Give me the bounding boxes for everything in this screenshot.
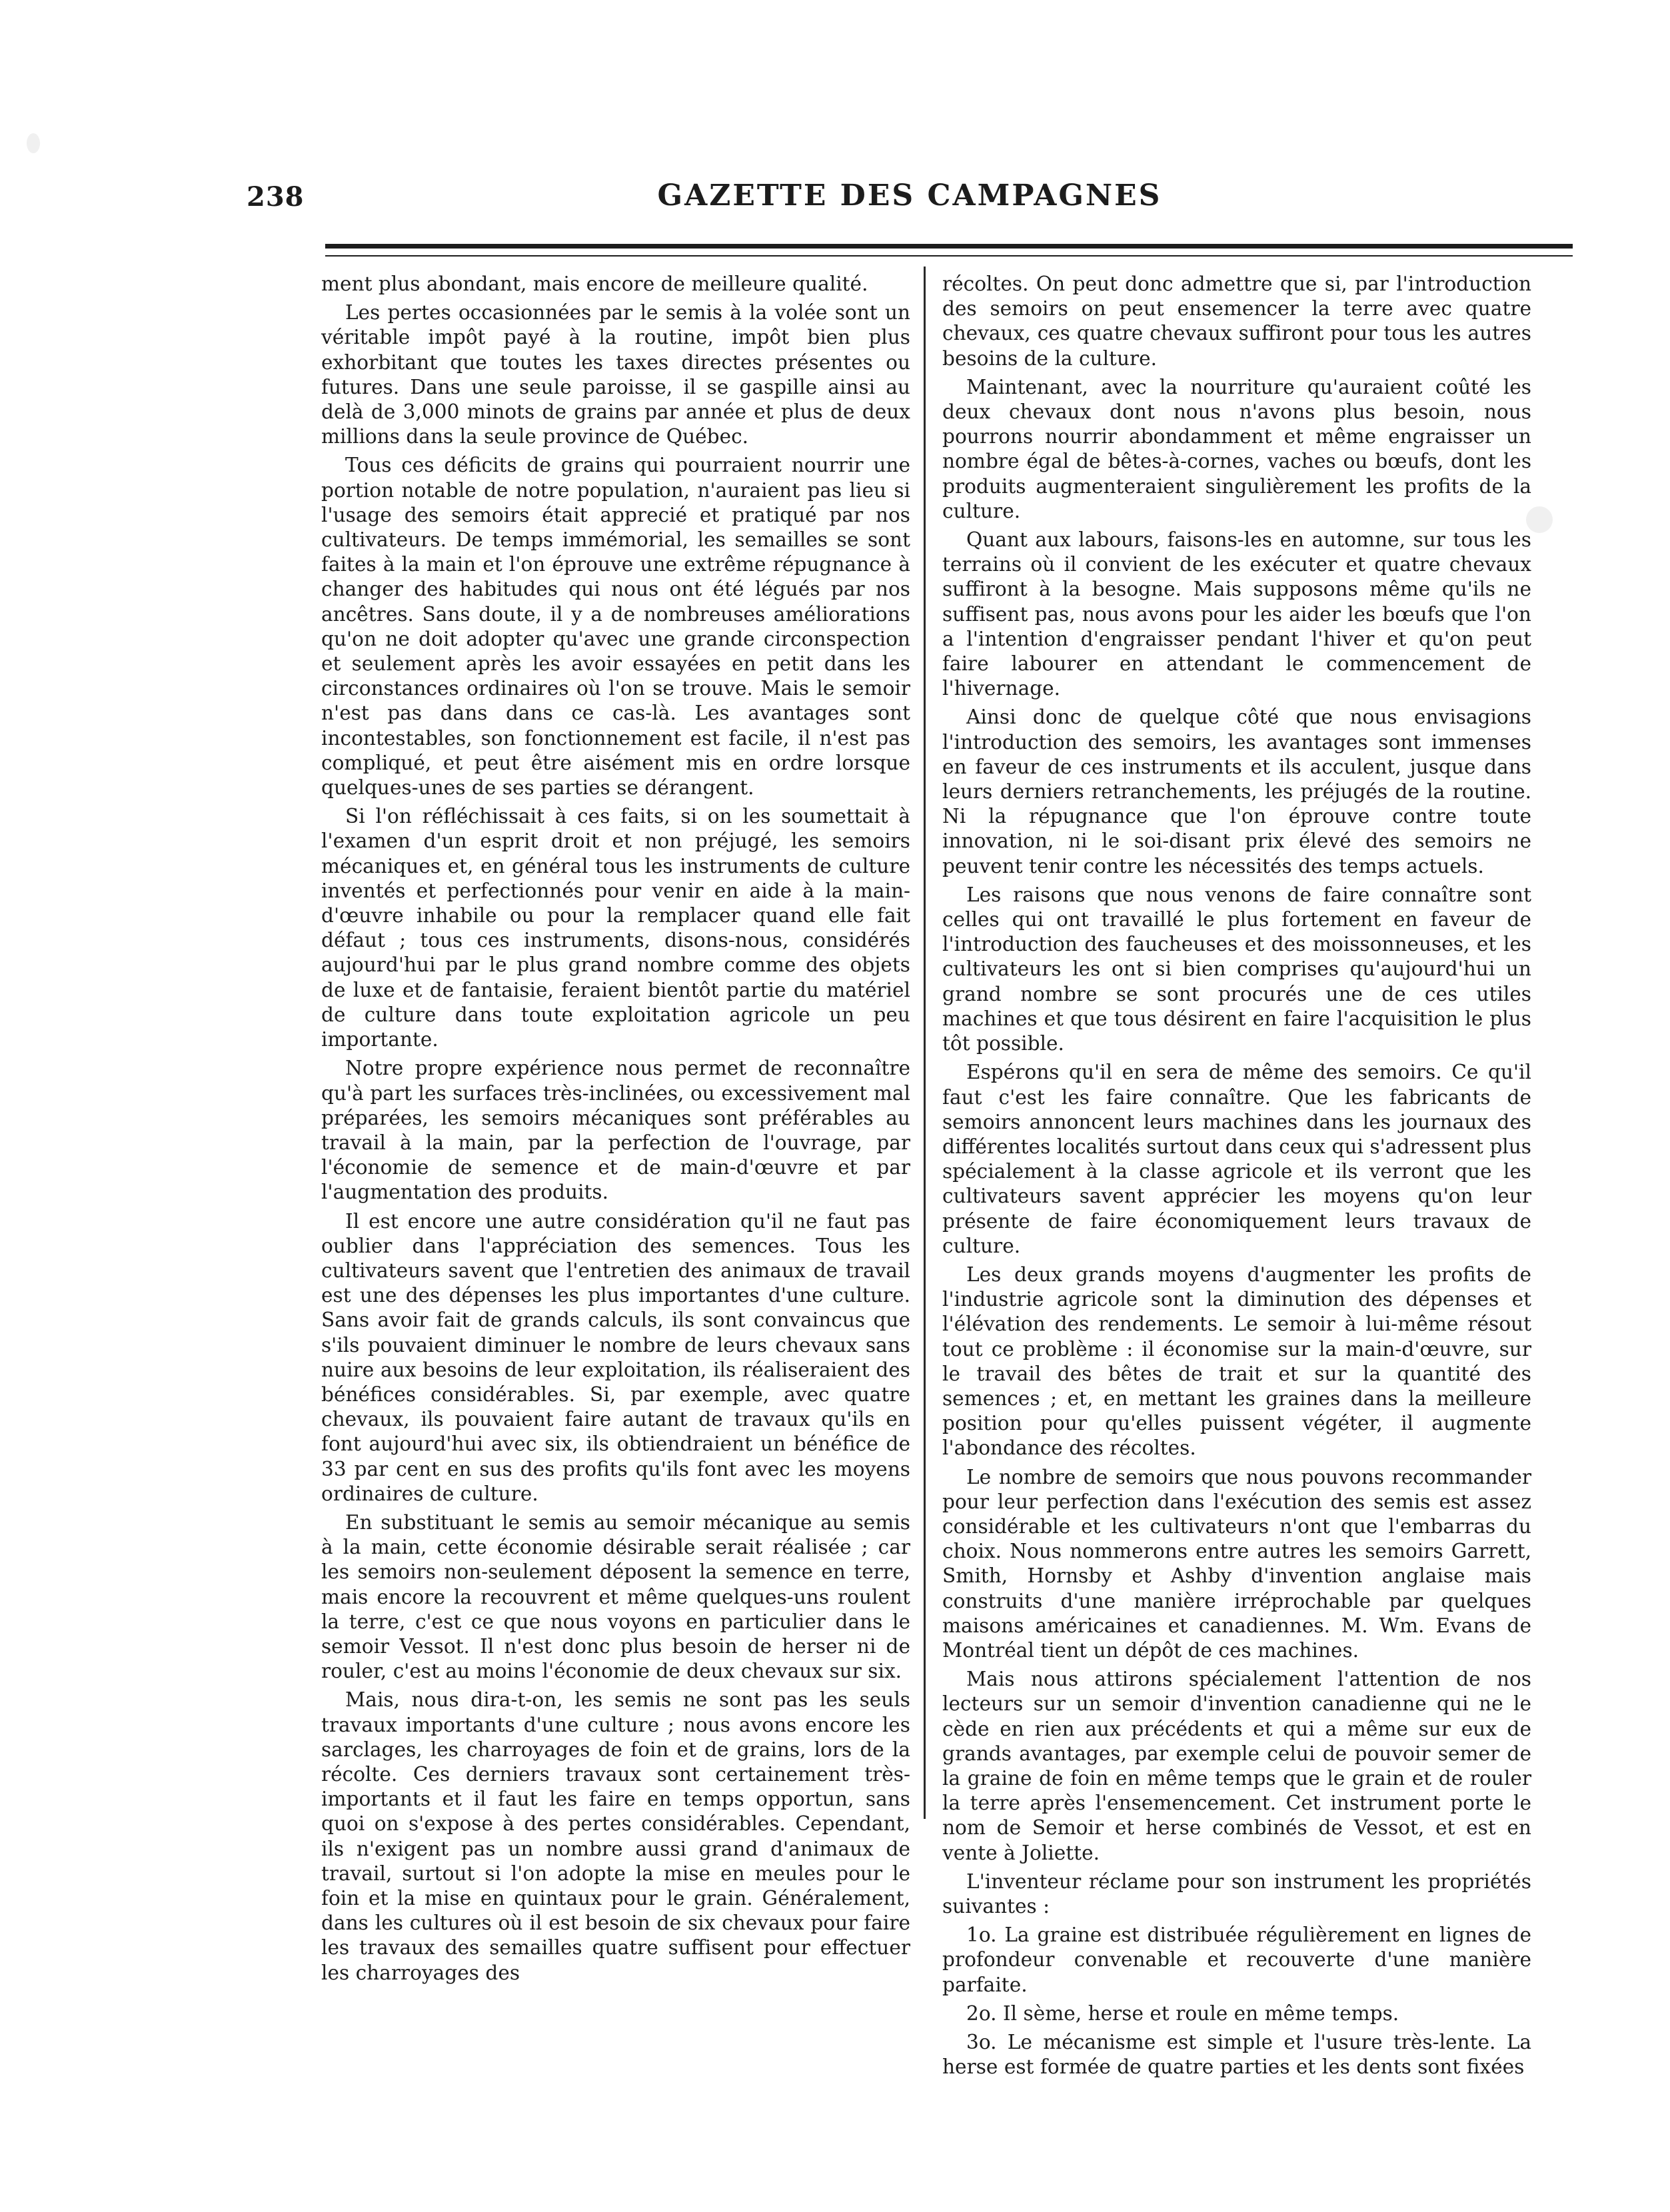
paragraph: récoltes. On peut donc admettre que si, par l'introduction des semoirs on peut ensemencer la terre avec quatre chevaux, ces quatre chevaux suffiront pour tous les autres besoins de la culture. bbox=[942, 273, 1531, 370]
paragraph: 2o. Il sème, herse et roule en même temps. bbox=[966, 2001, 1399, 2025]
page-header bbox=[247, 175, 1573, 228]
paragraph: Tous ces déficits de grains qui pourraient nourrir une portion notable de notre population, n'auraient pas lieu si l'usage des semoirs était apprecié et pratiqué par nos cultivateurs. De temps immémorial, les semailles se sont faites à la main et l'on éprouve une extrême répugnance à changer des habitudes qui nous ont été légués par nos ancêtres. Sans doute, il y a de nombreuses améliorations qu'on ne doit adopter qu'avec une grande circonspection et seulement après les avoir essayées en petit dans les circonstances ordinaires où l'on se trouve. Mais le semoir n'est pas dans dans ce cas-là. Les avantages sont incontestables, son fonctionnement est facile, il n'est pas compliqué, et peut être aisément mis en ordre lorsque quelques-unes de ses parties se dérangent. bbox=[321, 454, 910, 800]
paragraph: En substituant le semis au semoir mécanique au semis à la main, cette économie désirable serait réalisée ; car les semoirs non-seulement déposent la semence en terre, mais encore la recouvrent et même quelques-uns roulent la terre, c'est ce que nous voyons en particulier dans le semoir Vessot. Il n'est donc plus besoin de herser ni de rouler, c'est au moins l'économie de deux chevaux sur six. bbox=[321, 1510, 910, 1683]
paragraph: Mais nous attirons spécialement l'attention de nos lecteurs sur un semoir d'invention canadienne qui ne le cède en rien aux précédents et qui a même sur eux de grands avantages, par exemple celui de pouvoir semer de la graine de foin en même temps que le grain et de rouler la terre après l'ensemencement. Cet instrument porte le nom de Semoir et herse combinés de Vessot, et est en vente à Joliette. bbox=[942, 1668, 1531, 1864]
paragraph: Le nombre de semoirs que nous pouvons recommander pour leur perfection dans l'exécution des semis est assez considérable et les cultivateurs n'ont que l'embarras du choix. Nous nommerons entre autres les semoirs Garrett, Smith, Hornsby et Ashby d'invention anglaise mais construits d'une manière irréprochable par quelques maisons américaines et canadiennes. M. Wm. Evans de Montréal tient un dépôt de ces machines. bbox=[942, 1465, 1531, 1662]
paragraph: Les pertes occasionnées par le semis à la volée sont un véritable impôt payé à la routine, impôt bien plus exhorbitant que toutes les taxes directes présentes ou futures. Dans une seule paroisse, il se gaspille ainsi au delà de 3,000 minots de grains par année et plus de deux millions dans la seule province de Québec. bbox=[321, 301, 910, 448]
paragraph: L'inventeur réclame pour son instrument les propriétés suivantes : bbox=[942, 1870, 1531, 1918]
paragraph: 3o. Le mécanisme est simple et l'usure très-lente. La herse est formée de quatre parties et les dents sont fixées bbox=[942, 2031, 1531, 2079]
paragraph: Maintenant, avec la nourriture qu'auraient coûté les deux chevaux dont nous n'avons plus besoin, nous pourrons nourrir abondamment et même engraisser un nombre égal de bêtes-à-cornes, vaches ou bœufs, dont les produits augmenteraient singulièrement les profits de la culture. bbox=[942, 375, 1531, 522]
paper-stain bbox=[27, 133, 40, 153]
column-divider bbox=[924, 267, 926, 1819]
paragraph: Il est encore une autre considération qu'il ne faut pas oublier dans l'appréciation des semences. Tous les cultivateurs savent que l'entretien des animaux de travail est une des dépenses les plus importantes d'une culture. Sans avoir fait de grands calculs, ils sont convaincus que s'ils pouvaient diminuer le nombre de leurs chevaux sans nuire aux besoins de leur exploitation, ils réaliseraient des bénéfices considérables. Si, par exemple, avec quatre chevaux, ils pouvaient faire autant de travaux qu'ils en font aujourd'hui avec six, ils obtiendraient un bénéfice de 33 par cent en sus des profits qu'ils font avec les moyens ordinaires de culture. bbox=[321, 1209, 910, 1505]
header-rule-thick bbox=[325, 244, 1573, 249]
left-column bbox=[321, 272, 910, 1984]
paragraph: Quant aux labours, faisons-les en automne, sur tous les terrains où il convient de les exécuter et quatre chevaux suffiront à la besogne. Mais supposons même qu'ils ne suffisent pas, nous avons pour les aider les bœufs que l'on a l'intention d'engraisser pendant l'hiver et qu'on peut faire labourer en attendant le commencement de l'hivernage. bbox=[942, 528, 1531, 700]
page-number: 238 bbox=[247, 181, 305, 213]
paragraph: Ainsi donc de quelque côté que nous envisagions l'introduction des semoirs, les avantages sont immenses en faveur de ces instruments et ils acculent, jusque dans leurs derniers retranchements, les préjugés de la routine. Ni la répugnance que l'on éprouve contre toute innovation, ni le soi-disant prix élevé des semoirs ne peuvent tenir contre les nécessités des temps actuels. bbox=[942, 706, 1531, 877]
right-column bbox=[942, 272, 1531, 2079]
paragraph: ment plus abondant, mais encore de meilleure qualité. bbox=[321, 273, 868, 295]
paragraph: Les deux grands moyens d'augmenter les profits de l'industrie agricole sont la diminution des dépenses et l'élévation des rendements. Le semoir à lui-même résout tout ce problème : il économise sur la main-d'œuvre, sur le travail des bêtes de trait et sur la quantité des semences ; et, en mettant les graines dans la meilleure position pour qu'elles puissent végéter, il augmente l'abondance des récoltes. bbox=[942, 1263, 1531, 1460]
paragraph: Notre propre expérience nous permet de reconnaître qu'à part les surfaces très-inclinées, ou excessivement mal préparées, les semoirs mécaniques sont préférables au travail à la main, par la perfection de l'ouvrage, par l'économie de semence et de main-d'œuvre et par l'augmentation des produits. bbox=[321, 1057, 910, 1204]
paragraph: Si l'on réfléchissait à ces faits, si on les soumettait à l'examen d'un esprit droit et non préjugé, les semoirs mécaniques et, en général tous les instruments de culture inventés et perfectionnés pour venir en aide à la main-d'œuvre inhabile ou pour la remplacer quand elle fait défaut ; tous ces instruments, disons-nous, considérés aujourd'hui par le plus grand nombre comme des objets de luxe et de fantaisie, feraient bientôt partie du matériel de culture dans toute exploitation agricole un peu importante. bbox=[321, 805, 910, 1051]
paragraph: 1o. La graine est distribuée régulièrement en lignes de profondeur convenable et recouverte d'une manière parfaite. bbox=[942, 1924, 1531, 1996]
paragraph: Mais, nous dira-t-on, les semis ne sont pas les seuls travaux importants d'une culture ; nous avons encore les sarclages, les charroyages de foin et de grains, lors de la récolte. Ces derniers travaux sont certainement très-importants et il faut les faire en temps opportun, sans quoi on s'expose à des pertes considérables. Cependant, ils n'exigent pas un nombre aussi grand d'animaux de travail, surtout si l'on adopte la mise en meules pour le foin et la mise en quintaux pour le grain. Généralement, dans les cultures où il est besoin de six chevaux pour faire les travaux des semailles quatre suffisent pour effectuer les charroyages des bbox=[321, 1688, 910, 1984]
paragraph: Espérons qu'il en sera de même des semoirs. Ce qu'il faut c'est les faire connaître. Que les fabricants de semoirs annoncent leurs machines dans les journaux des différentes localités surtout dans ceux qui s'adressent plus spécialement à la classe agricole et ils verront que les cultivateurs savent apprécier les moyens qu'on leur présente de faire économiquement leurs travaux de culture. bbox=[942, 1061, 1531, 1257]
paragraph: Les raisons que nous venons de faire connaître sont celles qui ont travaillé le plus fortement en faveur de l'introduction des faucheuses et des moissonneuses, et les cultivateurs les ont si bien comprises qu'aujourd'hui un grand nombre se sont procurés une de ces utiles machines et que tous désirent en faire l'acquisition le plus tôt possible. bbox=[942, 883, 1531, 1055]
publication-title: GAZETTE DES CAMPAGNES bbox=[657, 179, 1162, 213]
header-rule-thin bbox=[325, 255, 1573, 257]
